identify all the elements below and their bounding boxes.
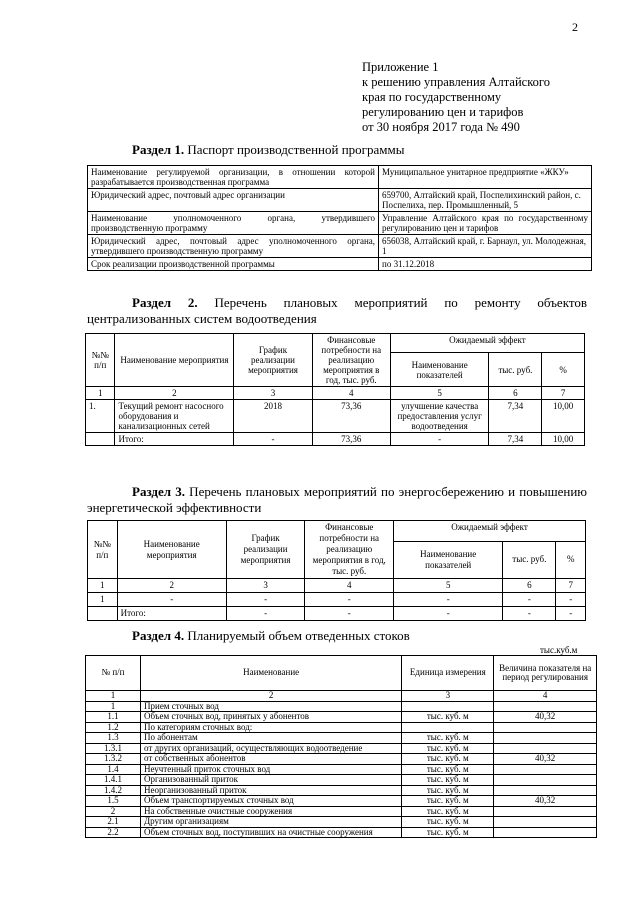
table-row: [86, 775, 597, 786]
wastewater-table: [85, 655, 597, 838]
header-percent: %: [542, 353, 585, 387]
table-header-row: [86, 656, 597, 691]
table-colnum-row: [86, 387, 585, 400]
table-row: [86, 722, 597, 733]
table-cell: -: [390, 433, 489, 446]
header-indicator: Наименование показателей: [390, 353, 489, 387]
table-cell: -: [503, 607, 556, 621]
col-number: 2: [115, 387, 234, 400]
col-number: 6: [489, 387, 542, 400]
header-finance: Финансовые потребности на реализацию мероприятия в год, тыс. руб.: [305, 521, 394, 579]
table-cell: -: [394, 593, 503, 607]
table-cell: 73,36: [312, 400, 390, 433]
table-cell: Прием сточных вод: [141, 701, 402, 712]
header-indicator: Наименование показателей: [394, 541, 503, 578]
section-label: Раздел 2.: [132, 295, 198, 310]
col-number: 5: [390, 387, 489, 400]
table-cell: 1: [86, 701, 141, 712]
table-cell: -: [305, 593, 394, 607]
table-cell: -: [503, 593, 556, 607]
table-cell: Объем сточных вод, принятых у абонентов: [141, 712, 402, 723]
table-cell: 2.2: [86, 827, 141, 838]
header-value: Величина показателя на период регулирования: [494, 656, 597, 691]
table-cell: 2: [86, 806, 141, 817]
table-row: [86, 785, 597, 796]
table-cell: На собственные очистные сооружения: [141, 806, 402, 817]
table-cell: по 31.12.2018: [379, 258, 592, 271]
section2-heading: [87, 295, 587, 327]
col-number: 7: [556, 579, 586, 593]
table-cell: 1.4.1: [86, 775, 141, 786]
annex-line: к решению управления Алтайского: [362, 75, 550, 89]
annex-header: [362, 60, 612, 135]
repair-table: [85, 333, 585, 446]
table-row: [86, 827, 597, 838]
table-cell: -: [226, 593, 305, 607]
table-cell: -: [117, 593, 226, 607]
table-cell: 1: [88, 593, 118, 607]
table-cell: тыс. куб. м: [402, 712, 494, 723]
table-cell: 1.3.1: [86, 743, 141, 754]
table-header-row: [88, 521, 586, 542]
table-total-row: [88, 607, 586, 621]
table-cell: [494, 775, 597, 786]
col-number: 1: [88, 579, 118, 593]
header-effect: Ожидаемый эффект: [390, 334, 584, 353]
table-cell: 73,36: [312, 433, 390, 446]
table-row: [86, 733, 597, 744]
table-cell: [494, 827, 597, 838]
header-schedule: График реализации мероприятия: [226, 521, 305, 579]
table-row: [86, 796, 597, 807]
table-row: [88, 258, 592, 271]
energy-table: [87, 520, 586, 621]
table-row: [86, 764, 597, 775]
table-cell: тыс. куб. м: [402, 733, 494, 744]
table-total-row: [86, 433, 585, 446]
table-cell: [88, 607, 118, 621]
table-cell: 1.5: [86, 796, 141, 807]
table-row: [88, 593, 586, 607]
table-cell: Наименование регулируемой организации, в отношении которой разрабатывается производственная программа: [88, 166, 379, 189]
header-name: Наименование мероприятия: [115, 334, 234, 387]
table-cell: Объем транспортируемых сточных вод: [141, 796, 402, 807]
section3-heading: [87, 484, 587, 516]
table-cell: 40,32: [494, 796, 597, 807]
header-name: Наименование: [141, 656, 402, 691]
table-cell: 7,34: [489, 400, 542, 433]
table-cell: Текущий ремонт насосного оборудования и канализационных сетей: [115, 400, 234, 433]
table-header-row: [86, 334, 585, 353]
table-row: [88, 166, 592, 189]
table-colnum-row: [86, 691, 597, 702]
table-cell: тыс. куб. м: [402, 743, 494, 754]
header-num: №№ п/п: [88, 521, 118, 579]
header-name: Наименование мероприятия: [117, 521, 226, 579]
section-title: Паспорт производственной программы: [184, 142, 405, 157]
table-cell: -: [234, 433, 312, 446]
table-row: [86, 806, 597, 817]
table-cell: 1.3: [86, 733, 141, 744]
header-thousand: тыс. руб.: [503, 541, 556, 578]
table-cell: Организованный приток: [141, 775, 402, 786]
table-cell: Юридический адрес, почтовый адрес организации: [88, 189, 379, 212]
table-cell: Итого:: [115, 433, 234, 446]
page-number: 2: [572, 20, 578, 34]
table-row: [86, 743, 597, 754]
table-cell: Наименование уполномоченного органа, утвердившего производственную программу: [88, 212, 379, 235]
table-cell: от других организаций, осуществляющих водоотведение: [141, 743, 402, 754]
table-cell: тыс. куб. м: [402, 785, 494, 796]
annex-line: Приложение 1: [362, 60, 439, 74]
table-cell: 656038, Алтайский край, г. Барнаул, ул. Молодежная, 1: [379, 235, 592, 258]
table-cell: тыс. куб. м: [402, 775, 494, 786]
table-cell: Объем сточных вод, поступивших на очистные сооружения: [141, 827, 402, 838]
unit-note: тыс.куб.м: [540, 645, 578, 655]
table-cell: тыс. куб. м: [402, 754, 494, 765]
header-num: № п/п: [86, 656, 141, 691]
table-cell: -: [394, 607, 503, 621]
section-label: Раздел 3.: [132, 484, 185, 499]
annex-line: края по государственному: [362, 90, 502, 104]
table-cell: [86, 433, 115, 446]
header-finance: Финансовые потребности на реализацию мероприятия в год, тыс. руб.: [312, 334, 390, 387]
table-cell: Итого:: [117, 607, 226, 621]
table-cell: По абонентам: [141, 733, 402, 744]
table-cell: -: [556, 593, 586, 607]
table-row: [88, 235, 592, 258]
table-row: [88, 189, 592, 212]
table-cell: Юридический адрес, почтовый адрес уполномоченного органа, утвердившего производственную программу: [88, 235, 379, 258]
section1-heading: [132, 142, 404, 158]
section-label: Раздел 4.: [132, 628, 185, 643]
table-cell: Неорганизованный приток: [141, 785, 402, 796]
passport-table: [87, 165, 592, 271]
table-cell: Муниципальное унитарное предприятие «ЖКУ»: [379, 166, 592, 189]
table-cell: -: [226, 607, 305, 621]
header-effect: Ожидаемый эффект: [394, 521, 586, 542]
table-cell: 659700, Алтайский край, Поспелихинский район, с. Поспелиха, пер. Промышленный, 5: [379, 189, 592, 212]
table-cell: тыс. куб. м: [402, 827, 494, 838]
col-number: 7: [542, 387, 585, 400]
table-cell: [494, 701, 597, 712]
annex-line: регулированию цен и тарифов: [362, 105, 524, 119]
table-cell: [494, 743, 597, 754]
section4-heading: [132, 628, 410, 644]
header-thousand: тыс. руб.: [489, 353, 542, 387]
table-cell: 2018: [234, 400, 312, 433]
table-cell: [494, 817, 597, 828]
table-cell: 7,34: [489, 433, 542, 446]
table-cell: [402, 701, 494, 712]
table-row: [86, 712, 597, 723]
table-cell: Неучтенный приток сточных вод: [141, 764, 402, 775]
table-cell: от собственных абонентов: [141, 754, 402, 765]
table-cell: 1.3.2: [86, 754, 141, 765]
table-cell: тыс. куб. м: [402, 764, 494, 775]
table-cell: [402, 722, 494, 733]
col-number: 4: [312, 387, 390, 400]
header-num: №№ п/п: [86, 334, 115, 387]
table-cell: тыс. куб. м: [402, 796, 494, 807]
table-cell: 1.2: [86, 722, 141, 733]
table-cell: 10,00: [542, 400, 585, 433]
table-cell: [494, 806, 597, 817]
col-number: 3: [234, 387, 312, 400]
table-cell: -: [556, 607, 586, 621]
section-title: Перечень плановых мероприятий по ремонту объектов централизованных систем водоотведения: [87, 295, 587, 326]
col-number: 2: [141, 691, 402, 702]
section-label: Раздел 1.: [132, 142, 185, 157]
table-cell: Срок реализации производственной программы: [88, 258, 379, 271]
table-cell: [494, 785, 597, 796]
table-cell: 2.1: [86, 817, 141, 828]
table-cell: Другим организациям: [141, 817, 402, 828]
annex-line: от 30 ноября 2017 года № 490: [362, 120, 520, 134]
table-cell: улучшение качества предоставления услуг водоотведения: [390, 400, 489, 433]
table-cell: 40,32: [494, 712, 597, 723]
table-cell: По категориям сточных вод:: [141, 722, 402, 733]
col-number: 3: [402, 691, 494, 702]
header-unit: Единица измерения: [402, 656, 494, 691]
table-cell: Управление Алтайского края по государственному регулированию цен и тарифов: [379, 212, 592, 235]
table-cell: 40,32: [494, 754, 597, 765]
col-number: 2: [117, 579, 226, 593]
table-cell: 10,00: [542, 433, 585, 446]
col-number: 3: [226, 579, 305, 593]
table-cell: 1.1: [86, 712, 141, 723]
table-cell: [494, 764, 597, 775]
table-row: [86, 817, 597, 828]
table-row: [88, 212, 592, 235]
col-number: 4: [305, 579, 394, 593]
table-cell: 1.4.2: [86, 785, 141, 796]
header-percent: %: [556, 541, 586, 578]
col-number: 5: [394, 579, 503, 593]
header-schedule: График реализации мероприятия: [234, 334, 312, 387]
table-cell: -: [305, 607, 394, 621]
section-title: Планируемый объем отведенных стоков: [184, 628, 410, 643]
table-row: [86, 701, 597, 712]
table-colnum-row: [88, 579, 586, 593]
section-title: Перечень плановых мероприятий по энергосбережению и повышению энергетической эффективности: [87, 484, 587, 515]
col-number: 6: [503, 579, 556, 593]
col-number: 4: [494, 691, 597, 702]
table-cell: 1.: [86, 400, 115, 433]
col-number: 1: [86, 387, 115, 400]
col-number: 1: [86, 691, 141, 702]
table-row: [86, 754, 597, 765]
table-cell: тыс. куб. м: [402, 817, 494, 828]
table-cell: 1.4: [86, 764, 141, 775]
table-cell: [494, 722, 597, 733]
table-cell: [494, 733, 597, 744]
table-row: [86, 400, 585, 433]
table-cell: тыс. куб. м: [402, 806, 494, 817]
